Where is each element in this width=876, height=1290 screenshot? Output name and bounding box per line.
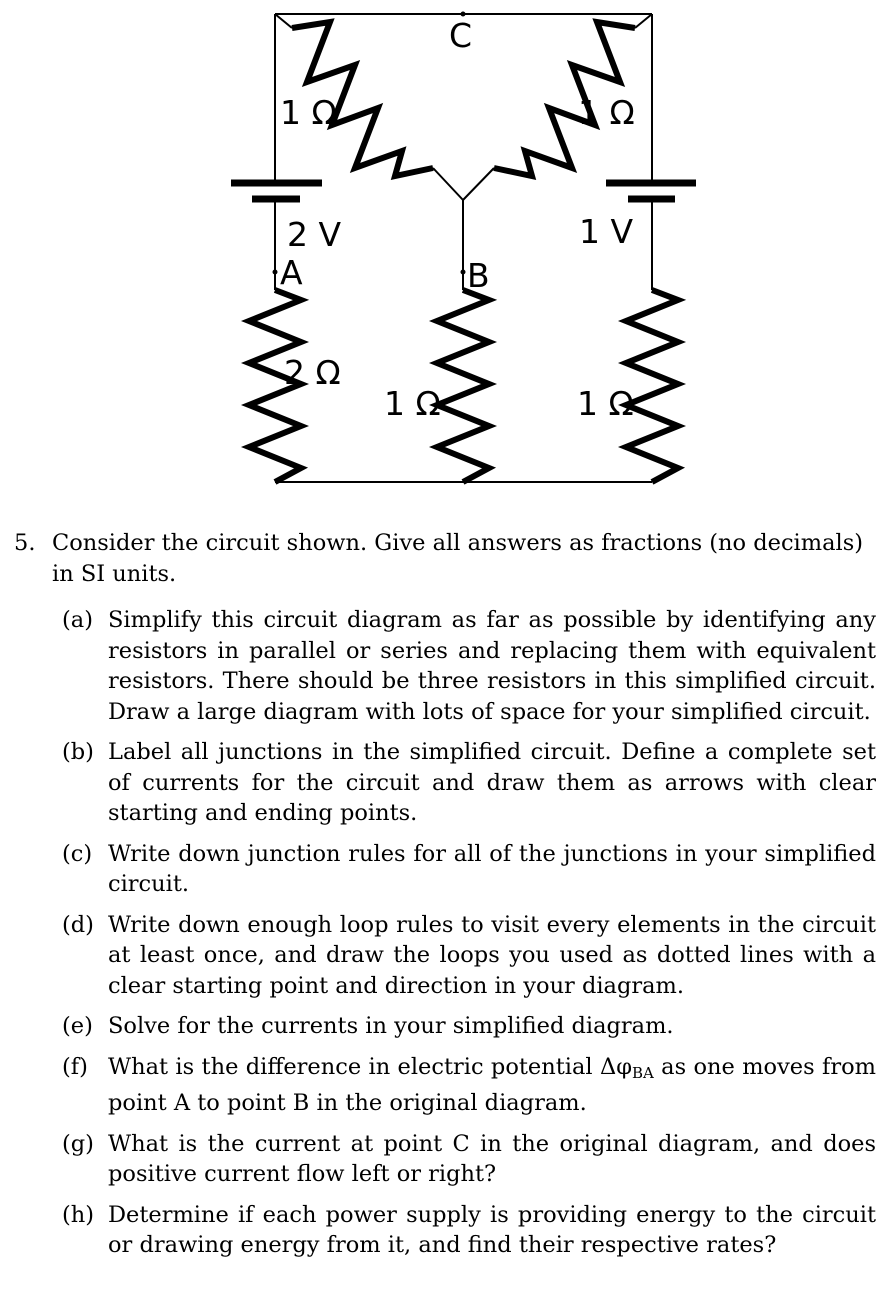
- problem-intro-text: Consider the circuit shown. Give all answers as fractions (no decimals) in SI units.: [52, 530, 864, 587]
- part-f-text-after: as one moves from point A to point B in the original diagram.: [108, 1053, 876, 1116]
- part-e: [0, 1011, 876, 1042]
- part-b: [0, 737, 876, 829]
- circuit-diagram: [0, 0, 876, 500]
- label-top-right-resistor: 1 Ω: [578, 93, 635, 132]
- problem-5: [0, 528, 876, 1271]
- part-g-text: What is the current at point C in the original diagram, and does positive current flow left or right?: [108, 1130, 876, 1187]
- label-node-b: B: [467, 256, 490, 295]
- part-f-text: [108, 1054, 876, 1117]
- part-e-text: Solve for the currents in your simplified diagram.: [108, 1013, 674, 1039]
- part-g-label: (g): [62, 1130, 94, 1157]
- right-resistor: [626, 290, 678, 482]
- node-b-dot: [461, 270, 466, 275]
- top-right-to-junction: [463, 168, 494, 200]
- part-b-label: (b): [62, 739, 94, 765]
- top-right-lead: [635, 14, 652, 28]
- label-right-resistor: 1 Ω: [577, 384, 634, 423]
- label-top-left-resistor: 1 Ω: [280, 93, 337, 132]
- part-f: [0, 1052, 876, 1119]
- part-e-label: (e): [62, 1013, 93, 1039]
- label-left-battery: 2 V: [287, 215, 342, 254]
- part-d: [0, 910, 876, 1002]
- part-f-subscript: BA: [631, 1063, 654, 1082]
- part-h-label: (h): [62, 1201, 95, 1228]
- part-a-label: (a): [62, 607, 93, 633]
- problem-number: 5.: [14, 530, 36, 556]
- label-node-a: A: [280, 253, 303, 292]
- label-left-resistor: 2 Ω: [284, 353, 341, 392]
- part-a: [0, 605, 876, 727]
- problem-intro: [0, 528, 876, 589]
- part-f-text-before: What is the difference in electric potential Δφ: [108, 1053, 632, 1080]
- top-left-to-junction: [433, 168, 463, 200]
- node-a-dot: [273, 270, 278, 275]
- part-a-text: Simplify this circuit diagram as far as possible by identifying any resistors in parallel or series and replacing them with equivalent resistors. There should be three resistors in this simplified circuit. Draw a large diagram with lots of space for your simplified circuit.: [108, 607, 876, 725]
- part-c-label: (c): [62, 840, 93, 867]
- part-b-text: Label all junctions in the simplified circuit. Define a complete set of currents for the circuit and draw them as arrows with clear starting and ending points.: [108, 739, 876, 826]
- part-c-text: Write down junction rules for all of the junctions in your simplified circuit.: [108, 840, 876, 897]
- part-h-text: Determine if each power supply is providing energy to the circuit or drawing energy from it, and find their respective rates?: [108, 1201, 876, 1258]
- part-f-label: (f): [62, 1053, 88, 1080]
- label-node-c: C: [449, 16, 473, 55]
- part-d-text: Write down enough loop rules to visit every elements in the circuit at least once, and draw the loops you used as dotted lines with a clear starting point and direction in your diagram.: [108, 911, 876, 999]
- label-middle-resistor: 1 Ω: [384, 384, 441, 423]
- part-h: [0, 1200, 876, 1261]
- part-c: [0, 839, 876, 900]
- top-left-lead: [275, 14, 292, 28]
- label-right-battery: 1 V: [579, 212, 634, 251]
- part-g: [0, 1129, 876, 1190]
- part-d-label: (d): [62, 911, 94, 938]
- middle-resistor: [437, 290, 489, 482]
